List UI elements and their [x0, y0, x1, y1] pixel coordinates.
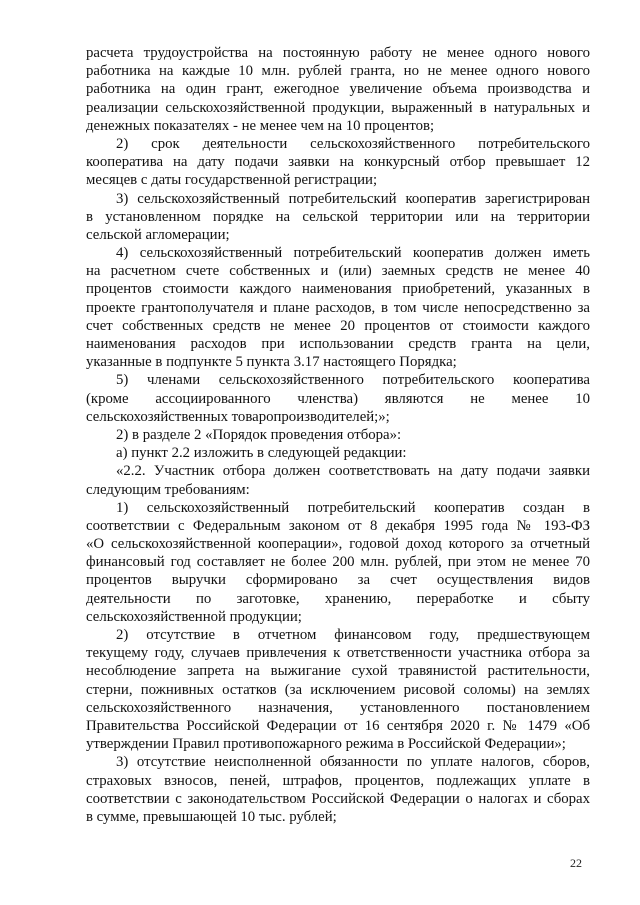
text-line: месяцев с даты государственной регистрации;	[86, 172, 378, 189]
text-line: процентов выручки сформировано за счет осуществления видов	[86, 572, 590, 589]
text-line: работника на один грант, ежегодное увеличение объема производства и	[86, 81, 590, 98]
text-line: а) пункт 2.2 изложить в следующей редакции:	[116, 445, 407, 462]
text-line: наименования расходов при использовании средств гранта на цели,	[86, 336, 590, 352]
document-body	[86, 44, 590, 826]
text-line: кооператива на дату подачи заявки на конкурсный отбор превышает 12	[86, 154, 590, 171]
text-line: на расчетном счете собственных и (или) заемных средств не менее 40	[86, 263, 590, 280]
text-line: 3) сельскохозяйственный потребительский кооператив зарегистрирован	[116, 190, 590, 207]
text-line: 2) в разделе 2 «Порядок проведения отбора»:	[116, 426, 402, 443]
text-line: проекте грантополучателя и плане расходов, в том числе непосредственно за	[86, 299, 590, 316]
page-number: 22	[570, 856, 582, 870]
text-line: 2) срок деятельности сельскохозяйственного потребительского	[116, 135, 590, 152]
text-line: деятельности по заготовке, хранению, переработке и сбыту	[86, 590, 590, 607]
text-line: стерни, пожнивных остатков (за исключением рисовой соломы) на землях	[86, 681, 590, 698]
text-line: в сумме, превышающей 10 тыс. рублей;	[86, 808, 337, 825]
text-line: 3) отсутствие неисполненной обязанности по уплате налогов, сборов,	[116, 754, 590, 771]
text-line: сельскохозяйственного назначения, установленного постановлением	[86, 699, 590, 716]
text-line: реализации сельскохозяйственной продукции, выраженный в натуральных и	[86, 99, 590, 116]
text-line: текущему году, случаев привлечения к ответственности участника отбора за	[86, 645, 590, 662]
text-line: указанные в подпункте 5 пункта 3.17 настоящего Порядка;	[86, 354, 457, 371]
text-line: финансовый год составляет не более 200 млн. рублей, при этом не менее 70	[86, 554, 590, 571]
text-line: в установленном порядке на сельской территории или на территории	[86, 208, 590, 225]
text-line: процентов стоимости каждого наименования приобретений, указанных в	[86, 281, 590, 298]
text-line: денежных показателях - не менее чем на 10 процентов;	[86, 117, 435, 134]
text-line: работника на каждые 10 млн. рублей гранта, но не менее одного нового	[86, 63, 590, 80]
text-line: «2.2. Участник отбора должен соответствовать на дату подачи заявки	[116, 463, 590, 480]
text-line: (кроме ассоциированного членства) являются не менее 10	[86, 390, 590, 407]
text-line: 5) членами сельскохозяйственного потребительского кооператива	[116, 372, 590, 389]
text-line: счет собственных средств не менее 20 процентов от стоимости каждого	[86, 317, 590, 334]
text-line: сельскохозяйственной продукции;	[86, 608, 302, 625]
text-line: сельской агломерации;	[86, 226, 230, 243]
text-line: 2) отсутствие в отчетном финансовом году, предшествующем	[116, 627, 590, 643]
text-line: 1) сельскохозяйственный потребительский кооператив создан в	[116, 499, 590, 516]
text-line: страховых взносов, пеней, штрафов, процентов, подлежащих уплате в	[86, 772, 590, 789]
text-line: «О сельскохозяйственной кооперации», годовой доход которого за отчетный	[86, 536, 590, 553]
text-line: расчета трудоустройства на постоянную работу не менее одного нового	[86, 45, 590, 61]
text-line: соответствии с Федеральным законом от 8 декабря 1995 года № 193-ФЗ	[86, 517, 590, 534]
text-line: следующим требованиям:	[86, 481, 250, 498]
text-line: утверждении Правил противопожарного режима в Российской Федерации»;	[86, 736, 566, 753]
text-line: соответствии с законодательством Российской Федерации о налогах и сборах	[86, 790, 590, 807]
text-line: Правительства Российской Федерации от 16 сентября 2020 г. № 1479 «Об	[86, 717, 590, 734]
text-line: 4) сельскохозяйственный потребительский кооператив должен иметь	[116, 245, 590, 262]
text-line: сельскохозяйственных товаропроизводителей;»;	[86, 408, 390, 425]
text-line: несоблюдение запрета на выжигание сухой травянистой растительности,	[86, 663, 590, 680]
